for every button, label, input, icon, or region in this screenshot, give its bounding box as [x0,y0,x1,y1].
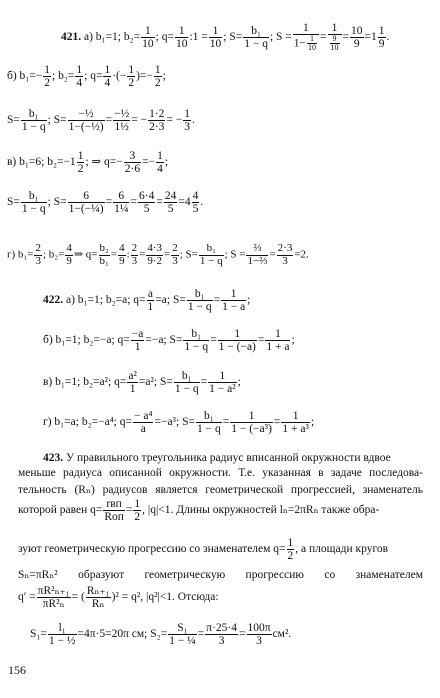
text: S₁= [30,628,47,641]
text: = [105,114,113,127]
text: ⇒ q= [73,248,98,261]
text: = [320,31,327,44]
text: в) b₁=1; b₂=a²; q= [43,376,127,389]
text: . [386,31,390,44]
text: q′ = [18,591,36,604]
text: = [257,334,265,347]
fraction: $\frac{1}{4}$ [104,64,111,90]
fraction: $\frac{\text{b₁}}{1 - q}$ [244,24,268,50]
fraction: $\frac{\text{− a⁴}}{a}$ [134,410,153,436]
fraction: $\frac{\pi\cdot 25\cdot 4}{3}$ [206,622,237,648]
fraction: $\frac{\text{−½}}{\text{1−(−½)}}$ [68,108,104,134]
fraction: $\frac{1}{2}$ [287,537,294,563]
text: = [269,248,276,261]
text: S= [7,196,20,209]
fraction: $\frac{\text{rвп}}{\text{Rоп}}$ [104,498,124,524]
text: ; [247,294,251,307]
text: см². [272,628,292,641]
text: а) b₁=1; b₂= [84,31,141,44]
fraction: $\frac{1}{2}$ [44,64,51,90]
text: = [110,248,118,261]
text: S= [7,114,20,127]
fraction: $\frac{\text{a²}}{1}$ [128,370,137,396]
fraction: $\frac{1}{4}$ [157,150,163,176]
text: )=− [136,70,153,83]
fraction: $\frac{3}{2\cdot 6}$ [124,150,141,176]
p423-line8 [30,622,291,647]
p421-a [61,22,389,53]
text: ; [291,334,295,347]
p421-g [7,243,309,267]
fraction: $\frac{10}{9}$ [351,24,363,50]
fraction: $\frac{-a}{1}$ [131,328,144,354]
text: Sₙ=πRₙ² образуют геометрическую прогрессию со знаменателем [18,569,423,581]
text: ; q= [155,31,174,44]
text: ; [164,156,169,169]
fraction: $\frac{2}{3}$ [35,242,41,267]
fraction: $\frac{9}{10}$ [330,34,339,53]
text: ; S= [47,114,67,127]
text: =−a; S= [145,334,183,347]
text: ; S = [269,31,292,44]
text: = [210,334,217,347]
fraction: $\frac{\text{πR²ₙ₊₁}}{\text{πR²ₙ}}$ [37,585,70,611]
fraction: $\frac{2}{3}$ [172,242,178,267]
p423-line4 [18,498,379,523]
fraction: $\frac{1}{2}$ [77,150,84,176]
text: = [239,628,246,641]
fraction: $\frac{1}{2}$ [154,64,161,90]
text: =a; S= [155,294,186,307]
text: которой равен q= [18,504,103,517]
p421-v-line1 [7,150,168,175]
fraction: $\frac{\text{b₁}}{1 - q}$ [174,370,199,396]
text: = [130,196,137,209]
text: = − [131,114,148,127]
fraction: $\frac{2}{3}$ [131,242,138,267]
fraction: $\frac{4\cdot 3}{9\cdot 2}$ [147,242,163,267]
text: =1 [364,31,377,44]
text: = [273,416,281,429]
fraction: $\frac{\text{S₁}}{\text{1 − ¼}}$ [169,622,196,648]
fraction: $\frac{6}{\text{1¼}}$ [114,190,129,216]
text: тельность (Rₙ) радиусов является геометрической прогрессией, знаменатель [18,484,423,496]
fraction: $\frac{1}{\text{1 − (−a³)}}$ [231,410,272,436]
text: меньше радиуса описанной окружности. Т.е. указанная в задаче последова- [18,467,423,479]
text: ; q= [84,70,103,83]
text: = [139,248,146,261]
text: = [222,416,230,429]
text: = [342,31,350,44]
p423-line3 [18,482,423,496]
text: =a²; S= [138,376,173,389]
fraction: $\frac{6}{\text{1−(−¼)}}$ [68,190,104,216]
p422-g [43,410,314,435]
p422-a [43,288,250,313]
p422-b [43,328,295,353]
text: ; [162,70,166,83]
fraction: $\frac{1}{\text{1 − a²}}$ [209,370,236,396]
text: = [197,628,205,641]
text: . [192,114,195,127]
text: а) b₁=1; b₂=a; q= [66,294,146,307]
text: ·(− [112,70,127,83]
text: : [126,248,130,261]
fraction: $\frac{\text{b₁}}{1 - q}$ [21,108,46,134]
text: =−a³; S= [154,416,195,429]
p421-b-line1 [7,64,166,89]
text: = [125,504,133,517]
fraction: $\frac{1}{10}$ [142,24,154,50]
text: ; [310,416,315,429]
p423-line2 [18,467,423,479]
text: ; b₂= [52,70,75,83]
text: б) b₁=− [7,70,43,83]
fraction: $\frac{1}{1 - a}$ [222,288,246,314]
fraction: $\frac{6\cdot 4}{5}$ [138,190,155,216]
fraction: $\frac{4}{9}$ [119,242,125,267]
problem-number-423: 423. [43,452,64,464]
text: У правильного треугольника радиус вписанной окружности вдвое [66,452,391,464]
text: = ( [71,591,85,604]
problem-number-421: 421. [61,31,82,44]
text: = [105,196,113,209]
page-number: 156 [8,663,26,677]
fraction: $\frac{1}{10}$ [175,24,188,50]
fraction: $\frac{1}{\frac{9}{10}}$ [328,22,342,53]
text: ; S= [223,31,243,44]
text: ; ⇒ q=− [85,156,123,169]
p423-line1 [43,452,423,464]
text: =− [142,156,156,169]
text: ; S= [179,248,198,261]
fraction: $\frac{4}{5}$ [192,190,199,216]
fraction: $\frac{1}{10}$ [209,24,222,50]
fraction: $\frac{4}{9}$ [66,242,72,267]
fraction: $\frac{\text{b₁}}{1 - q}$ [21,190,46,216]
fraction: $\frac{\text{b₁}}{1 - q}$ [199,242,223,267]
text: , |q|<1. Длины окружностей lₙ=2πRₙ также обра- [142,504,380,517]
text: . [200,196,204,209]
p423-line6 [18,567,423,581]
text: г) b₁=a; b₂=−a⁴; q= [43,416,132,429]
text: в) b₁=6; b₂=−1 [7,156,76,169]
fraction: $\frac{1}{4}$ [76,64,83,90]
p423-line7 [18,585,219,610]
text: б) b₁=1; b₂=−a; q= [43,334,130,347]
text: г) b₁= [7,248,34,261]
fraction: $\frac{\text{b₁}}{1 - q}$ [184,328,209,354]
text: :1 = [189,31,208,44]
text: ; b₂= [42,248,65,261]
text: )² = q², |q²|<1. Отсюда: [111,591,219,604]
text: = [213,294,221,307]
p422-v [43,370,241,395]
fraction: $\frac{a}{1}$ [147,288,154,314]
text: =4 [178,196,191,209]
fraction: $\frac{24}{5}$ [164,190,177,216]
text: = − [166,114,183,127]
fraction: $\frac{\text{l₁}}{\text{1 − ½}}$ [48,622,76,648]
p421-b-line2 [7,108,195,133]
text: = [164,248,171,261]
text: ; [237,376,241,389]
p423-line5 [18,537,388,562]
fraction: $\frac{1}{2}$ [134,498,141,524]
fraction: 1 1− $\frac{1}{10}$ [293,22,319,53]
text: ; S = [224,248,246,261]
text: , а площади кругов [295,543,389,556]
fraction: $\frac{1}{1 + a}$ [266,328,290,354]
fraction: $\frac{1}{\text{1 + a³}}$ [282,410,309,436]
fraction: $\frac{2\cdot 3}{3}$ [277,242,293,267]
fraction: $\frac{\text{b₂}}{\text{b₁}}$ [99,242,109,267]
fraction: $\frac{1}{9}$ [378,24,385,50]
fraction: $\frac{\text{b₁}}{1 - q}$ [187,288,212,314]
fraction: $\frac{1\cdot 2}{2\cdot 3}$ [149,108,165,134]
fraction: $\frac{1}{1 - (-a)}$ [218,328,256,354]
text: =2. [294,248,309,261]
text: = [200,376,208,389]
text: = [156,196,163,209]
fraction: $\frac{1}{3}$ [184,108,191,134]
text: ; S= [47,196,67,209]
text: =4π·5=20π см; S₂= [77,628,168,641]
fraction: $\frac{1}{10}$ [308,34,317,53]
fraction: $\frac{\text{Rₙ₊₁}}{\text{Rₙ}}$ [86,585,110,611]
p421-v-line2 [7,190,203,215]
problem-number-422: 422. [43,294,64,307]
text: зуют геометрическую прогрессию со знаменателем q= [18,543,286,556]
fraction: $\frac{\text{b₁}}{1 - q}$ [196,410,221,436]
fraction: $\frac{100\pi}{3}$ [247,622,271,648]
fraction: $\frac{\text{⅔}}{\text{1−⅔}}$ [247,242,268,267]
fraction: $\frac{1}{2}$ [128,64,135,90]
fraction: $\frac{\text{−½}}{\text{1½}}$ [114,108,130,134]
